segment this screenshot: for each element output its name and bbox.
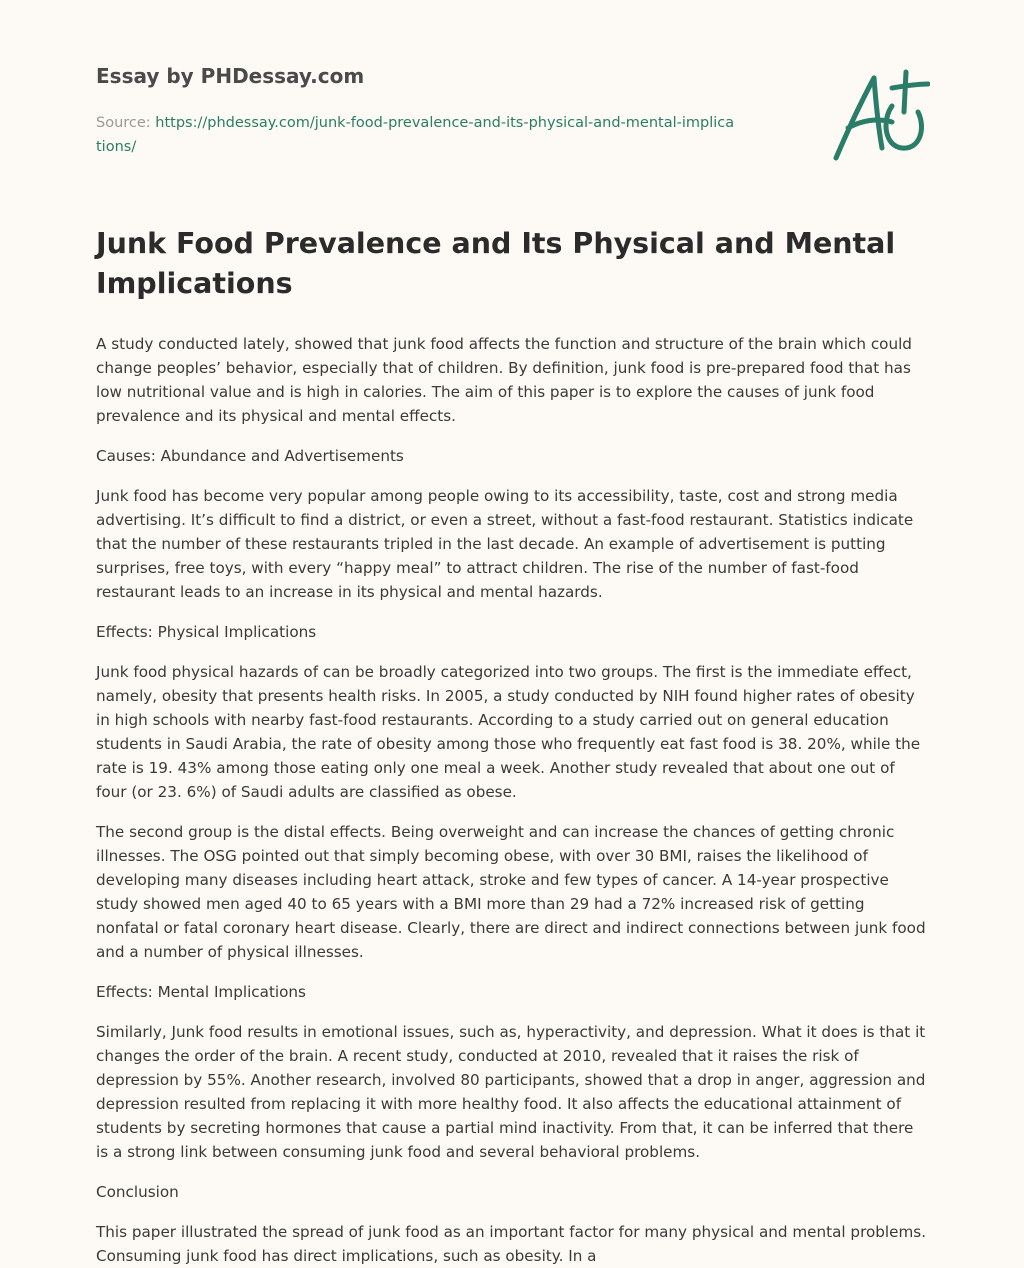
section-heading-mental: Effects: Mental Implications	[96, 983, 306, 1001]
section-heading-physical: Effects: Physical Implications	[96, 623, 317, 641]
intro-paragraph: A study conducted lately, showed that junk food affects the function and structure of the brain which could change peoples’ behavior, especially that of children. By definition, junk food is pre-prepared food that has low nutritional value and is high in calories. The aim of this paper is to explore the causes of junk food prevalence and its physical and mental effects.	[96, 335, 912, 425]
page-header	[96, 0, 928, 190]
a-plus-logo-icon	[830, 68, 930, 164]
mental-paragraph: Similarly, Junk food results in emotional issues, such as, hyperactivity, and depression. What it does is that it changes the order of the brain. A recent study, conducted at 2010, revealed that it raises the risk of depression by 55%. Another research, involved 80 participants, showed that a drop in anger, aggression and depression resulted from replacing it with more healthy food. It also affects the educational attainment of students by secreting hormones that cause a partial mind inactivity. From that, it can be inferred that there is a strong link between consuming junk food and several behavioral problems.	[96, 1023, 926, 1161]
section-heading-conclusion: Conclusion	[96, 1183, 179, 1201]
source-link[interactable]: https://phdessay.com/junk-food-prevalence-and-its-physical-and-mental-implications/	[96, 115, 735, 155]
physical-paragraph-1: Junk food physical hazards of can be broadly categorized into two groups. The first is the immediate effect, namely, obesity that presents health risks. In 2005, a study conducted by NIH found higher rates of obesity in high schools with nearby fast-food restaurants. According to a study carried out on general education students in Saudi Arabia, the rate of obesity among those who frequently eat fast food is 38. 20%, while the rate is 19. 43% among those eating only one meal a week. Another study revealed that about one out of four (or 23. 6%) of Saudi adults are classified as obese.	[96, 663, 921, 801]
article-body	[96, 332, 928, 1268]
causes-paragraph: Junk food has become very popular among people owing to its accessibility, taste, cost and strong media advertising. It’s difficult to find a district, or even a street, without a fast-food restaurant. Statistics indicate that the number of these restaurants tripled in the last decade. An example of advertisement is putting surprises, free toys, with every “happy meal” to attract children. The rise of the number of fast-food restaurant leads to an increase in its physical and mental hazards.	[96, 487, 914, 601]
source-line	[96, 111, 736, 159]
physical-paragraph-2: The second group is the distal effects. Being overweight and can increase the chances of getting chronic illnesses. The OSG pointed out that simply becoming obese, with over 30 BMI, raises the likelihood of developing many diseases including heart attack, stroke and few types of cancer. A 14-year prospective study showed men aged 40 to 65 years with a BMI more than 29 had a 72% increased risk of getting nonfatal or fatal coronary heart disease. Clearly, there are direct and indirect connections between junk food and a number of physical illnesses.	[96, 823, 926, 961]
brand-title: Essay by PHDessay.com	[96, 64, 365, 88]
section-heading-causes: Causes: Abundance and Advertisements	[96, 447, 404, 465]
source-label: Source:	[96, 115, 156, 131]
conclusion-paragraph: This paper illustrated the spread of junk food as an important factor for many physical and mental problems. Consuming junk food has direct implications, such as obesity. In a	[96, 1223, 927, 1265]
article-title: Junk Food Prevalence and Its Physical and Mental Implications	[96, 227, 896, 300]
